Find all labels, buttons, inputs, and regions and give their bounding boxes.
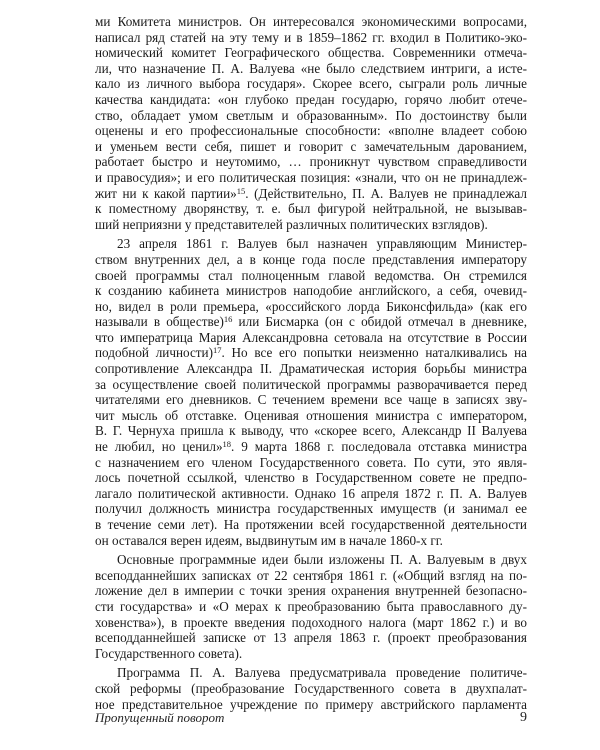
line-text: качества кандидата: «он глубоко предан государю, горячо любит отече- (95, 91, 527, 107)
text-line (95, 14, 527, 30)
text-line (95, 533, 527, 549)
text-line (95, 681, 527, 697)
line-text: за осуществление своей политической программы разворачивается перед (95, 376, 527, 392)
text-line (95, 252, 527, 268)
line-text-continued: . Но все его попытки неизменно наталкивались на (221, 345, 527, 361)
line-text-continued: или Бисмарка (он с обидой отмечал в дневнике, (232, 314, 527, 330)
line-text: всеподданнейших записках от 22 сентября 1861 г. («Общий взгляд на по- (95, 567, 527, 583)
text-line (95, 139, 527, 155)
line-text-continued: . (Действительно, П. А. Валуев не принадлежал (245, 185, 527, 201)
line-text: Государственного совета). (95, 645, 243, 661)
footnote-reference: 16 (223, 314, 233, 325)
text-line (95, 154, 527, 170)
text-line (95, 283, 527, 299)
text-line (95, 186, 527, 202)
line-text: ховенства»), в проекте введения подоходного налога (март 1862 г.) и во (95, 614, 527, 630)
line-text: работает быстро и неутомимо, … проникнут чувством справедливости (95, 154, 527, 170)
line-text: сопротивление Александра II. Драматическая история борьбы министра (95, 361, 527, 377)
line-text: ство, обладает умом светлым и образованным». По достоинству были (95, 107, 527, 123)
body-text (95, 14, 527, 712)
text-line (95, 630, 527, 646)
text-line (95, 61, 527, 77)
line-text: подобной личности) (95, 345, 214, 361)
text-line (95, 345, 527, 361)
text-line (95, 646, 527, 662)
text-line (95, 123, 527, 139)
text-line (95, 201, 527, 217)
text-line (95, 583, 527, 599)
text-line (95, 517, 527, 533)
text-line (95, 470, 527, 486)
text-line (95, 92, 527, 108)
text-line (95, 377, 527, 393)
line-text: сти государства» и «О мерах к преобразованию быта православного ду- (95, 598, 527, 614)
line-text: жит ни к какой партии» (95, 185, 237, 201)
line-text: называли в обществе) (95, 314, 224, 330)
line-text: своей программы стал полноценным главой ведомства. Он стремился (95, 267, 527, 283)
paragraph (95, 14, 527, 232)
text-line (95, 236, 527, 252)
text-line (95, 439, 527, 455)
text-line (95, 314, 527, 330)
text-line (95, 268, 527, 284)
text-line (95, 501, 527, 517)
text-line (95, 299, 527, 315)
text-line (95, 455, 527, 471)
page-number: 9 (520, 710, 527, 725)
line-text: ший неприязни у представителей различных политических взглядов). (95, 216, 488, 232)
footnote-reference: 15 (236, 185, 246, 196)
line-text: что императрица Мария Александровна сетовала на отсутствие в России (95, 329, 527, 345)
line-text: ством внутренних дел, а в конце года после представления императору (95, 251, 527, 267)
text-line (95, 423, 527, 439)
line-text: лось почетной ссылкой, членство в Государственном совете не предпо- (95, 470, 527, 486)
line-text: Основные программные идеи были изложены П. А. Валуевым в двух (117, 552, 527, 568)
text-line (95, 30, 527, 46)
text-line (95, 392, 527, 408)
line-text: получил должность министра государственных имуществ (и занимал ее (95, 501, 527, 517)
line-text: ской реформы (преобразование Государственного совета в двухпалат- (95, 680, 527, 696)
line-text: написал ряд статей на эту тему и в 1859–1862 гг. входил в Политико-эко- (95, 29, 527, 45)
line-text: ли, что назначение П. А. Валуева «не было следствием интриги, а исте- (95, 60, 527, 76)
line-text: к поместному дворянству, т. е. был фигурой нейтральной, не вызывав- (95, 201, 527, 217)
line-text: но, видел в роли премьера, «российского лорда Биконсфильда» (как его (95, 298, 527, 314)
line-text: лагало политической активности. Однако 16 апреля 1872 г. П. А. Валуев (95, 485, 527, 501)
line-text: чит мысль об отставке. Оценивая отношения министра с императором, (95, 407, 527, 423)
line-text: читателями его дневников. С течением времени все чаще в записях зву- (95, 392, 527, 408)
line-text: не любил, но ценил» (95, 439, 223, 455)
line-text-continued: . 9 марта 1868 г. последовала отставка министра (231, 439, 527, 455)
text-line (95, 217, 527, 233)
text-line (95, 408, 527, 424)
footnote-reference: 18 (222, 439, 232, 450)
page-footer (95, 708, 527, 728)
text-line (95, 486, 527, 502)
text-line (95, 76, 527, 92)
text-line (95, 330, 527, 346)
line-text: ми Комитета министров. Он интересовался экономическими вопросами, (95, 14, 527, 29)
line-text: всеподданнейшей записке от 13 апреля 1863 г. (проект преобразования (95, 630, 527, 646)
line-text: Программа П. А. Валуева предусматривала проведение политиче- (117, 665, 527, 681)
line-text: 23 апреля 1861 г. Валуев был назначен управляющим Министер- (117, 236, 527, 252)
line-text: в течение семи лет). На протяжении всей государственной деятельности (95, 517, 527, 532)
running-title: Пропущенный поворот (95, 710, 225, 725)
text-line (95, 45, 527, 61)
line-text: ложение дел в империи с точки зрения охранения внутренней безопасно- (95, 583, 527, 599)
paragraph (95, 236, 527, 548)
paragraph (95, 665, 527, 712)
paragraph (95, 552, 527, 661)
line-text: он оставался верен идеям, выдвинутым им в начале 1860-х гг. (95, 532, 443, 548)
line-text: и правосудия»; и его политическая позиция: «знали, что он не принадлеж- (95, 169, 527, 185)
line-text: номический комитет Географического общества. Современники отмеча- (95, 45, 527, 61)
line-text: и уменьем вести себя, пишет и говорит с замечательным дарованием, (95, 138, 527, 154)
text-line (95, 568, 527, 584)
footnote-reference: 17 (213, 345, 222, 356)
text-line (95, 665, 527, 681)
line-text: оценены и его профессиональные способности: «вполне владеет собою (95, 123, 527, 139)
text-line (95, 615, 527, 631)
line-text: ное представительное учреждение по примеру австрийского парламента (95, 696, 527, 712)
text-line (95, 552, 527, 568)
line-text: кало из личного выбора государя». Скорее всего, сыграли роль личные (95, 76, 527, 92)
text-line (95, 108, 527, 124)
text-line (95, 170, 527, 186)
line-text: к созданию кабинета министров наподобие английского, а себя, очевид- (95, 283, 527, 299)
line-text: с назначением его членом Государственного совета. По сути, это явля- (95, 454, 527, 470)
text-line (95, 599, 527, 615)
text-line (95, 361, 527, 377)
line-text: В. Г. Чернуха пришла к выводу, что «скорее всего, Александр II Валуева (95, 423, 527, 439)
